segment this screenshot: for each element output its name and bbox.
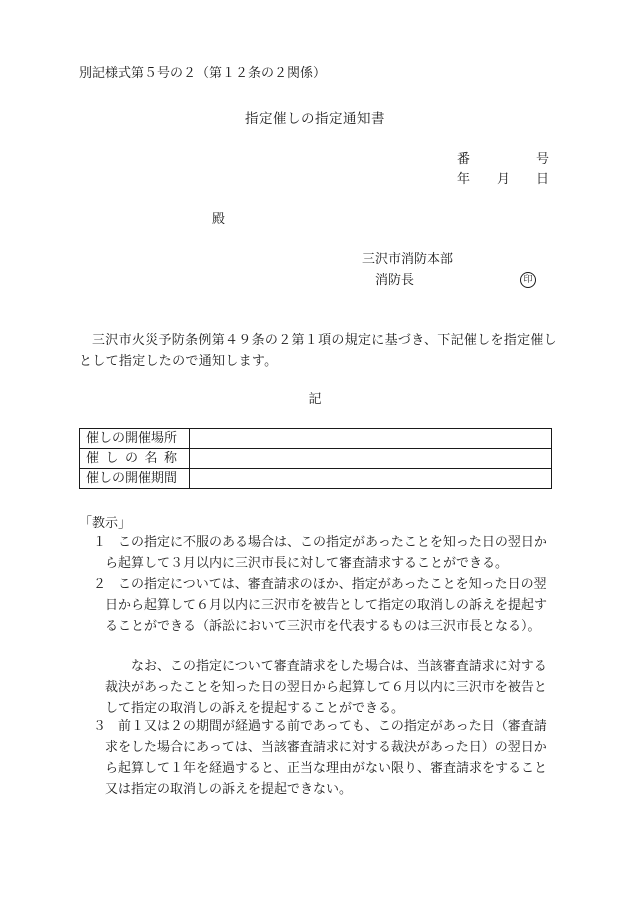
item-number: １ (93, 535, 107, 550)
seal-mark: 印 (520, 272, 536, 288)
year-label: 年 (457, 172, 471, 187)
notice-item (93, 656, 559, 719)
table-row (80, 429, 552, 449)
number-label: 番 (457, 152, 471, 167)
addressee-honorific: 殿 (212, 212, 226, 227)
notice-item (93, 716, 559, 800)
form-number: 別記様式第５号の２（第１２条の２関係） (79, 66, 327, 81)
item-text: なお、この指定について審査請求をした場合は、当該審査請求に対する裁決があったことを知った日の翌日から起算して６月以内に三沢市を被告として指定の取消しの訴えを提起することができる。 (105, 659, 547, 716)
notice-item (93, 532, 559, 574)
item-number: ３ (93, 719, 107, 734)
sender-title: 消防長 (375, 273, 415, 288)
row-label: 催しの開催期間 (80, 469, 190, 489)
month-label: 月 (497, 172, 511, 187)
row-value (190, 429, 552, 449)
table-row (80, 469, 552, 489)
row-label: 催しの名称 (80, 449, 190, 469)
day-label: 日 (536, 172, 550, 187)
notice-item (93, 574, 559, 637)
document-title: 指定催しの指定通知書 (245, 111, 385, 127)
row-value (190, 469, 552, 489)
sender-organization: 三沢市消防本部 (362, 252, 454, 267)
table-row (80, 449, 552, 469)
event-info-table (79, 428, 552, 489)
row-label: 催しの開催場所 (80, 429, 190, 449)
row-value (190, 449, 552, 469)
notice-heading: 「教示」 (79, 516, 132, 531)
item-number: ２ (93, 577, 107, 592)
notice-body: 三沢市火災予防条例第４９条の２第１項の規定に基づき、下記催しを指定催しとして指定したので通知します。 (79, 333, 557, 369)
ki-heading: 記 (308, 392, 322, 407)
item-text: この指定については、審査請求のほか、指定があったことを知った日の翌日から起算して６月以内に三沢市を被告として指定の取消しの訴えを提起することができる（訴訟において三沢市を代表するものは三沢市長となる）。 (105, 577, 548, 634)
item-text: この指定に不服のある場合は、この指定があったことを知った日の翌日から起算して３月以内に三沢市長に対して審査請求することができる。 (105, 535, 547, 571)
number-suffix: 号 (536, 152, 550, 167)
item-text: 前１又は２の期間が経過する前であっても、この指定があった日（審査請求をした場合にあっては、当該審査請求に対する裁決があった日）の翌日から起算して１年を経過すると、正当な理由がない限り、審査請求をすること又は指定の取消しの訴えを提起できない。 (105, 719, 548, 797)
